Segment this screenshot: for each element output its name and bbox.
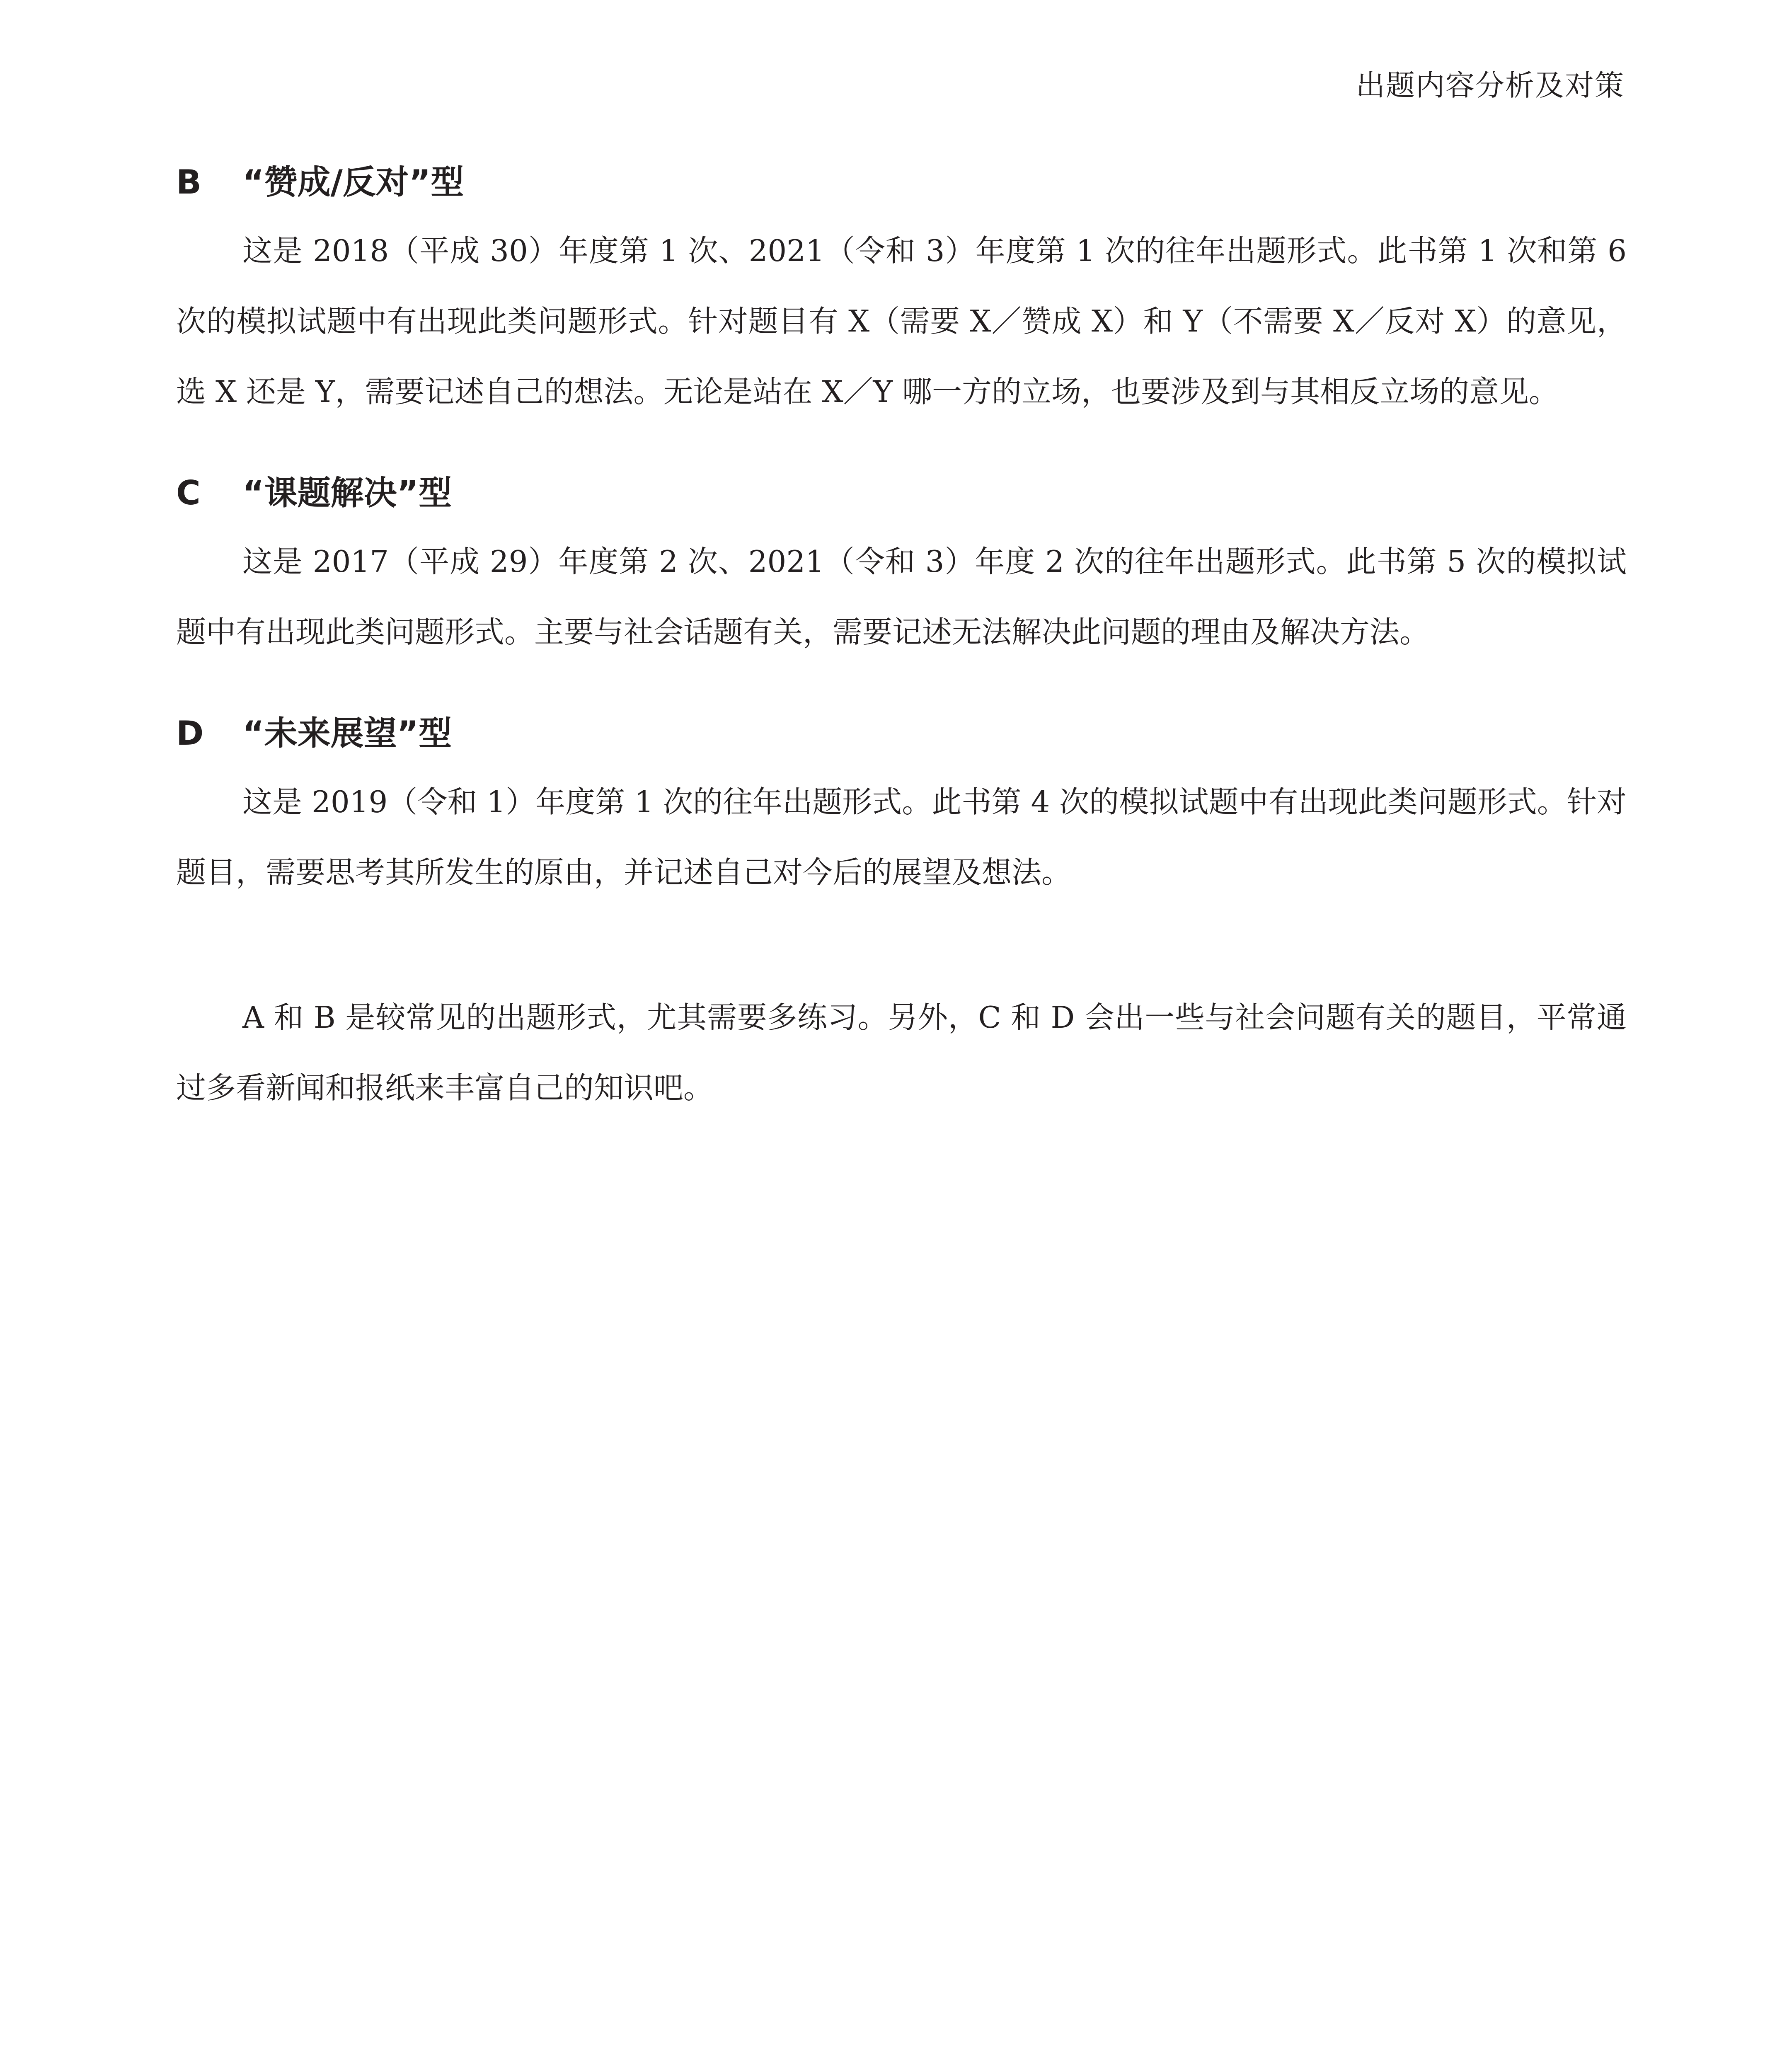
closing-paragraph: A 和 B 是较常见的出题形式，尤其需要多练习。另外，C 和 D 会出一些与社会问题有关的题目，平常通过多看新闻和报纸来丰富自己的知识吧。 (176, 1000, 1627, 1105)
section-b (176, 157, 1627, 427)
section-body: 这是 2018（平成 30）年度第 1 次、2021（令和 3）年度第 1 次的往年出题形式。此书第 1 次和第 6 次的模拟试题中有出现此类问题形式。针对题目有 X（需要 X／赞成 X）和 Y（不需要 X／反对 X）的意见，选 X 还是 Y，需要记述自己的想法。无论是站在 X／Y 哪一方的立场，也要涉及到与其相反立场的意见。 (176, 233, 1627, 409)
section-title: “未来展望”型 (242, 714, 452, 753)
page-content (176, 157, 1627, 1123)
section-c (176, 468, 1627, 667)
section-heading (176, 157, 1627, 207)
section-d (176, 709, 1627, 908)
section-letter: D (176, 714, 204, 753)
section-letter: C (176, 474, 201, 512)
running-header: 出题内容分析及对策 (1356, 69, 1625, 102)
section-heading (176, 468, 1627, 518)
section-body: 这是 2019（令和 1）年度第 1 次的往年出题形式。此书第 4 次的模拟试题中有出现此类问题形式。针对题目，需要思考其所发生的原由，并记述自己对今后的展望及想法。 (176, 784, 1627, 890)
section-heading (176, 709, 1627, 758)
section-body: 这是 2017（平成 29）年度第 2 次、2021（令和 3）年度 2 次的往年出题形式。此书第 5 次的模拟试题中有出现此类问题形式。主要与社会话题有关，需要记述无法解决此问题的理由及解决方法。 (176, 544, 1627, 649)
section-title: “赞成/反对”型 (242, 163, 464, 201)
section-letter: B (176, 163, 201, 201)
section-title: “课题解决”型 (242, 474, 452, 512)
